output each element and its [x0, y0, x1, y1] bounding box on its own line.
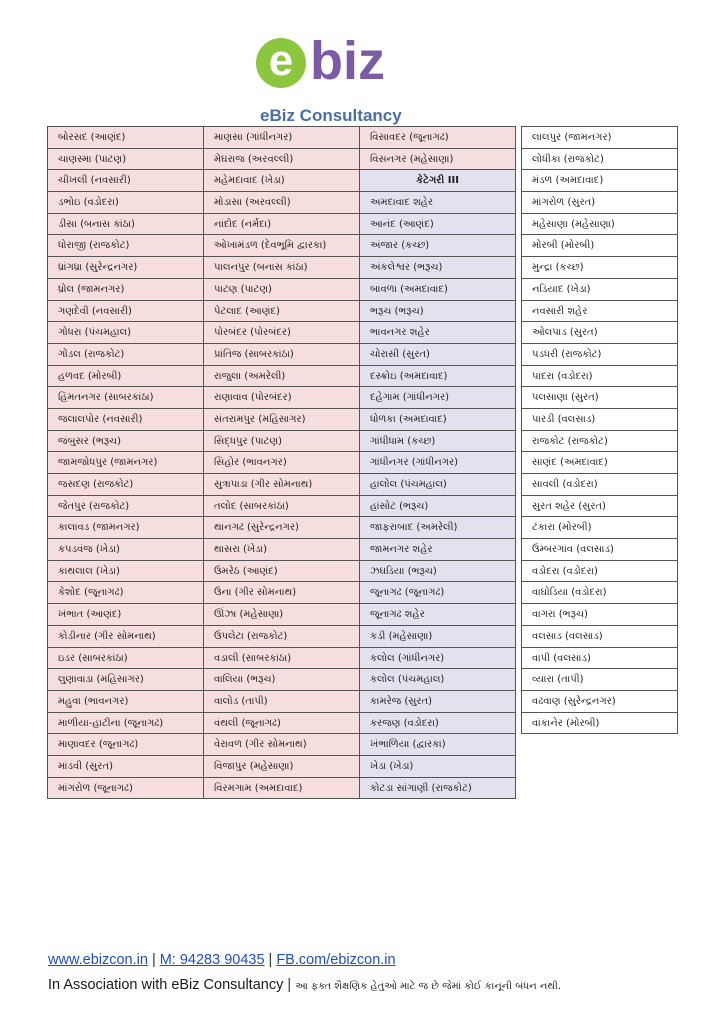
table-cell: ચાણસ્મા (પાટણ) — [47, 148, 204, 171]
table-cell: ઉપલેટા (રાજકોટ) — [203, 625, 360, 648]
table-cell: ઓખામંડળ (દેવભૂમિ દ્વારકા) — [203, 234, 360, 257]
table-cell: વિસનગર (મહેસાણા) — [359, 148, 516, 171]
table-cell: હિંમતનગર (સાબરકાંઠા) — [47, 386, 204, 409]
table-cell: માણાવદર (જૂનાગઢ) — [47, 733, 204, 756]
table-cell: વાંકાનેર (મોરબી) — [521, 712, 678, 735]
table-cell: સિદ્ધપુર (પાટણ) — [203, 430, 360, 453]
footer-links: www.ebizcon.in | M: 94283 90435 | FB.com/ebizcon.in — [48, 952, 396, 968]
association-text: In Association with eBiz Consultancy — [48, 977, 284, 993]
table-cell: રાજુલા (અમરેલી) — [203, 365, 360, 388]
table-cell: બાવળા (અમદાવાદ) — [359, 278, 516, 301]
table-cell: મહુવા (ભાવનગર) — [47, 690, 204, 713]
table-column-2 — [203, 127, 360, 799]
table-column-4 — [521, 127, 678, 734]
table-cell: મેઘરાજ (અરવલ્લી) — [203, 148, 360, 171]
table-cell: ભરૂચ (ભરૂચ) — [359, 300, 516, 323]
brand-name: eBiz Consultancy — [260, 106, 402, 125]
table-cell: જૂનાગઢ શહેર — [359, 603, 516, 626]
table-cell: લોધીકા (રાજકોટ) — [521, 148, 678, 171]
table-cell: પલસાણા (સુરત) — [521, 386, 678, 409]
facebook-link[interactable]: FB.com/ebizcon.in — [276, 952, 396, 968]
table-cell: સિહોર (ભાવનગર) — [203, 451, 360, 474]
table-cell: કોડીનાર (ગીર સોમનાથ) — [47, 625, 204, 648]
table-cell: કલોલ (ગાંધીનગર) — [359, 647, 516, 670]
table-cell: કોટડા સાંગાણી (રાજકોટ) — [359, 777, 516, 800]
table-cell: ધ્રોલ (જામનગર) — [47, 278, 204, 301]
table-cell: મોરબી (મોરબી) — [521, 234, 678, 257]
table-cell: જલાલપોર (નવસારી) — [47, 408, 204, 431]
table-cell: પડધરી (રાજકોટ) — [521, 343, 678, 366]
table-cell: ધોરાજી (રાજકોટ) — [47, 234, 204, 257]
table-cell: ગણદેવી (નવસારી) — [47, 300, 204, 323]
table-cell: વઢવાણ (સુરેન્દ્રનગર) — [521, 690, 678, 713]
table-column-1 — [47, 127, 204, 799]
table-cell: વિસાવદર (જૂનાગઢ) — [359, 126, 516, 149]
table-cell: કડી (મહેસાણા) — [359, 625, 516, 648]
table-cell: મહેસાણા (મહેસાણા) — [521, 213, 678, 236]
table-cell: બોરસદ (આણંદ) — [47, 126, 204, 149]
table-cell: આનંદ (આણંદ) — [359, 213, 516, 236]
table-cell: ટંકારા (મોરબી) — [521, 516, 678, 539]
category-header: કેટેગરી III — [359, 169, 516, 192]
table-cell: કાલાવડ (જામનગર) — [47, 516, 204, 539]
table-cell: ખંભાળિયા (દ્વારકા) — [359, 733, 516, 756]
table-cell: ધોળકા (અમદાવાદ) — [359, 408, 516, 431]
table-cell: ડીસા (બનાસ કાંઠા) — [47, 213, 204, 236]
table-cell: જેતપુર (રાજકોટ) — [47, 495, 204, 518]
table-cell: મોડાસા (અરવલ્લી) — [203, 191, 360, 214]
table-cell: કલોલ (પંચમહાલ) — [359, 668, 516, 691]
table-cell: પાદરા (વડોદરા) — [521, 365, 678, 388]
table-cell: વિજાપુર (મહેસાણા) — [203, 755, 360, 778]
table-cell: સાણંદ (અમદાવાદ) — [521, 451, 678, 474]
table-cell: જાફરાબાદ (અમરેલી) — [359, 516, 516, 539]
table-cell: પાલનપુર (બનાસ કાંઠા) — [203, 256, 360, 279]
website-link[interactable]: www.ebizcon.in — [48, 952, 148, 968]
table-cell: ખેડા (ખેડા) — [359, 755, 516, 778]
table-cell: વાઘોડિયા (વડોદરા) — [521, 581, 678, 604]
table-cell: રાજકોટ (રાજકોટ) — [521, 430, 678, 453]
table-cell: ગોધરા (પંચમહાલ) — [47, 321, 204, 344]
table-cell: કપડવંજ (ખેડા) — [47, 538, 204, 561]
table-cell: માણસા (ગાંધીનગર) — [203, 126, 360, 149]
table-cell: કાથલાલ (ખેડા) — [47, 560, 204, 583]
table-cell: નાંદોદ (નર્મદા) — [203, 213, 360, 236]
mobile-link[interactable]: M: 94283 90435 — [159, 952, 265, 968]
table-cell: વાપી (વલસાડ) — [521, 647, 678, 670]
table-cell: સુત્રાપાડા (ગીર સોમનાથ) — [203, 473, 360, 496]
table-cell: વેરાવળ (ગીર સોમનાથ) — [203, 733, 360, 756]
table-cell: હાંસોટ (ભરૂચ) — [359, 495, 516, 518]
table-cell: મંડળ (અમદાવાદ) — [521, 169, 678, 192]
table-cell: ગાંધીનગર (ગાંધીનગર) — [359, 451, 516, 474]
table-cell: ચીખલી (નવસારી) — [47, 169, 204, 192]
ebiz-logo — [250, 31, 410, 96]
table-cell: જામનગર શહેર — [359, 538, 516, 561]
table-cell: પ્રાંતિજ (સાબરકાંઠા) — [203, 343, 360, 366]
table-cell: પેટલાદ (આણંદ) — [203, 300, 360, 323]
table-cell: વ્યારા (તાપી) — [521, 668, 678, 691]
table-cell: જામજોધપુર (જામનગર) — [47, 451, 204, 474]
table-cell: રાણાવાવ (પોરબંદર) — [203, 386, 360, 409]
table-cell: ખંભાત (આણંદ) — [47, 603, 204, 626]
table-cell: હળવદ (મોરબી) — [47, 365, 204, 388]
table-cell: ઇડર (સાબરકાંઠા) — [47, 647, 204, 670]
table-cell: ડભોઇ (વડોદરા) — [47, 191, 204, 214]
table-cell: વિરમગામ (અમદાવાદ) — [203, 777, 360, 800]
table-cell: વડાલી (સાબરકાંઠા) — [203, 647, 360, 670]
table-cell: થાનગઢ (સુરેન્દ્રનગર) — [203, 516, 360, 539]
table-column-3 — [359, 127, 516, 799]
table-cell: ઉમરેઠ (આણંદ) — [203, 560, 360, 583]
table-cell: ગોંડલ (રાજકોટ) — [47, 343, 204, 366]
table-cell: ભાવનગર શહેર — [359, 321, 516, 344]
table-cell: દહેગામ (ગાંધીનગર) — [359, 386, 516, 409]
table-cell: મહેમદાવાદ (ખેડા) — [203, 169, 360, 192]
logo-letter-e: e — [256, 38, 306, 88]
table-cell: અંજાર (કચ્છ) — [359, 234, 516, 257]
table-cell: સુરત શહેર (સુરત) — [521, 495, 678, 518]
table-cell: કરજણ (વડોદરા) — [359, 712, 516, 735]
table-cell: સંતરામપુર (મહિસાગર) — [203, 408, 360, 431]
table-cell: જસદણ (રાજકોટ) — [47, 473, 204, 496]
table-cell: મુન્દ્રા (કચ્છ) — [521, 256, 678, 279]
table-cell: વડોદરા (વડોદરા) — [521, 560, 678, 583]
table-cell: માળીયા-હાટીના (જૂનાગઢ) — [47, 712, 204, 735]
table-cell: ચોરાસી (સુરત) — [359, 343, 516, 366]
table-cell: પારડી (વલસાડ) — [521, 408, 678, 431]
table-cell: ઉના (ગીર સોમનાથ) — [203, 581, 360, 604]
disclaimer-text: આ ફક્ત શૈક્ષણિક હેતુઓ માટે જ છે જેમાં કોઈ કાનૂની બંધન નથી. — [295, 981, 562, 992]
table-cell: લાલપુર (જામનગર) — [521, 126, 678, 149]
table-cell: થાસરા (ખેડા) — [203, 538, 360, 561]
table-cell: નડિયાદ (ખેડા) — [521, 278, 678, 301]
table-cell: જંબુસર (ભરૂચ) — [47, 430, 204, 453]
table-cell: તલોદ (સાબરકાંઠા) — [203, 495, 360, 518]
table-cell: વંથલી (જૂનાગઢ) — [203, 712, 360, 735]
table-cell: સાવલી (વડોદરા) — [521, 473, 678, 496]
table-cell: ઉમ્બરગાંવ (વલસાડ) — [521, 538, 678, 561]
table-cell: વાગરા (ભરૂચ) — [521, 603, 678, 626]
table-cell: લુણાવાડા (મહિસાગર) — [47, 668, 204, 691]
table-cell: ઝઘડિયા (ભરૂચ) — [359, 560, 516, 583]
footer-association: In Association with eBiz Consultancy | આ ફક્ત શૈક્ષણિક હેતુઓ માટે જ છે જેમાં કોઈ કાનૂની બંધન નથી. — [48, 977, 562, 993]
table-cell: કામરેજ (સુરત) — [359, 690, 516, 713]
table-cell: નવસારી શહેર — [521, 300, 678, 323]
logo-text-biz: biz — [310, 31, 385, 91]
table-cell: જૂનાગઢ (જૂનાગઢ) — [359, 581, 516, 604]
table-cell: ઓલપાડ (સુરત) — [521, 321, 678, 344]
table-cell: માંગરોળ (સુરત) — [521, 191, 678, 214]
table-cell: અંકલેશ્વર (ભરૂચ) — [359, 256, 516, 279]
table-cell: અમદાવાદ શહેર — [359, 191, 516, 214]
table-cell: વાલોડ (તાપી) — [203, 690, 360, 713]
table-cell: વલસાડ (વલસાડ) — [521, 625, 678, 648]
table-cell: હાલોલ (પંચમહાલ) — [359, 473, 516, 496]
table-cell: ઊંઝા (મહેસાણા) — [203, 603, 360, 626]
table-cell: વાલિયા (ભરૂચ) — [203, 668, 360, 691]
table-cell: માંગરોળ (જૂનાગઢ) — [47, 777, 204, 800]
table-cell: માંડવી (સુરત) — [47, 755, 204, 778]
table-cell: પાટણ (પાટણ) — [203, 278, 360, 301]
table-cell: દસ્ક્રોઇ (અમદાવાદ) — [359, 365, 516, 388]
table-cell: ધ્રાંગધ્રા (સુરેન્દ્રનગર) — [47, 256, 204, 279]
table-cell: પોરબંદર (પોરબંદર) — [203, 321, 360, 344]
table-cell: કેશોદ (જૂનાગઢ) — [47, 581, 204, 604]
table-cell: ગાંધીધામ (કચ્છ) — [359, 430, 516, 453]
